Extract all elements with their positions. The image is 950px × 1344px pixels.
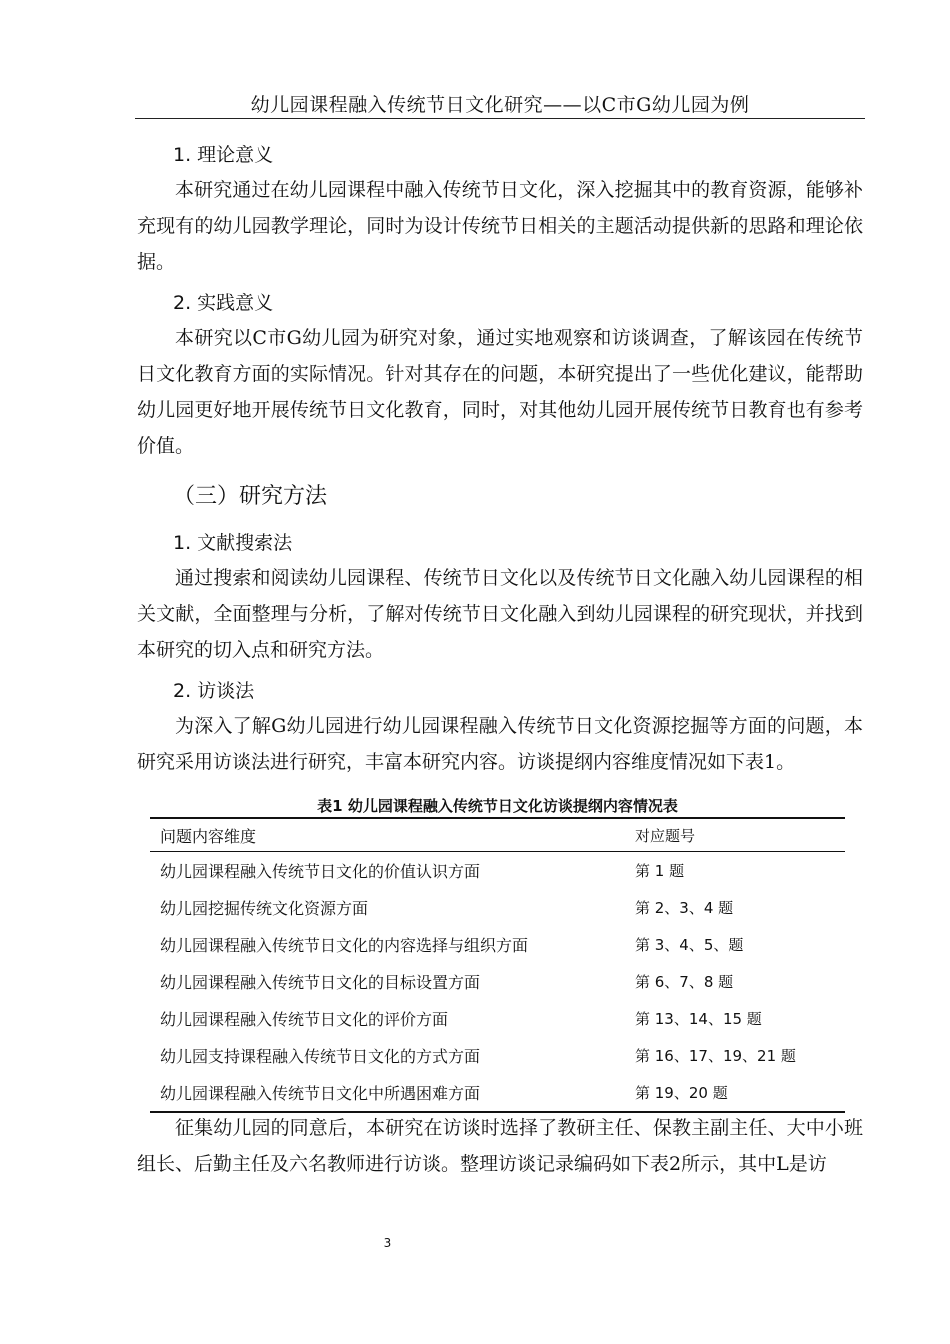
row-dimension: 幼儿园课程融入传统节日文化的内容选择与组织方面: [160, 936, 529, 955]
section-practice-title: 2. 实践意义: [173, 292, 274, 314]
section-lit-text: 通过搜索和阅读幼儿园课程、传统节日文化以及传统节日文化融入幼儿园课程的相关文献，全面整理与分析，了解对传统节日文化融入到幼儿园课程的研究现状，并找到本研究的切入点和研究方法。: [137, 567, 863, 661]
after-table-content: [137, 1110, 863, 1182]
header-rule: [135, 118, 865, 119]
after-table-text: 征集幼儿园的同意后，本研究在访谈时选择了教研主任、保教主副主任、大中小班组长、后勤主任及六名教师进行访谈。整理访谈记录编码如下表2所示，其中L是访: [137, 1117, 863, 1175]
row-dimension: 幼儿园课程融入传统节日文化的评价方面: [160, 1010, 449, 1029]
row-dimension: 幼儿园课程融入传统节日文化的价值认识方面: [160, 862, 481, 881]
row-dimension: 幼儿园支持课程融入传统节日文化的方式方面: [160, 1047, 481, 1066]
row-dimension: 幼儿园课程融入传统节日文化的目标设置方面: [160, 973, 481, 992]
row-question-no: 第 19、20 题: [635, 1084, 728, 1102]
page-number: 3: [383, 1236, 392, 1250]
section-theory-title: 1. 理论意义: [173, 144, 274, 166]
table-row: [150, 1000, 845, 1037]
running-header: 幼儿园课程融入传统节日文化研究——以C市G幼儿园为例: [250, 94, 750, 116]
section-lit-title: 1. 文献搜索法: [173, 532, 293, 554]
section-practice-text: 本研究以C市G幼儿园为研究对象，通过实地观察和访谈调查，了解该园在传统节日文化教育方面的实际情况。针对其存在的问题，本研究提出了一些优化建议，能帮助幼儿园更好地开展传统节日文化教育，同时，对其他幼儿园开展传统节日教育也有参考价值。: [137, 327, 863, 457]
row-dimension: 幼儿园挖掘传统文化资源方面: [160, 899, 369, 918]
row-dimension: 幼儿园课程融入传统节日文化中所遇困难方面: [160, 1084, 481, 1103]
main-content: [137, 138, 863, 780]
table-row: [150, 963, 845, 1000]
table-header-row: [150, 818, 845, 852]
row-question-no: 第 1 题: [635, 862, 685, 880]
section-theory-text: 本研究通过在幼儿园课程中融入传统节日文化，深入挖掘其中的教育资源，能够补充现有的幼儿园教学理论，同时为设计传统节日相关的主题活动提供新的思路和理论依据。: [137, 179, 863, 273]
interview-table: [150, 795, 845, 1113]
row-question-no: 第 2、3、4 题: [635, 899, 734, 917]
method-heading: （三）研究方法: [173, 484, 328, 509]
table-row: [150, 889, 845, 926]
table-caption: 表1 幼儿园课程融入传统节日文化访谈提纲内容情况表: [317, 797, 678, 815]
section-interview-text: 为深入了解G幼儿园进行幼儿园课程融入传统节日文化资源挖掘等方面的问题，本研究采用访谈法进行研究，丰富本研究内容。访谈提纲内容维度情况如下表1。: [137, 715, 863, 773]
row-question-no: 第 13、14、15 题: [635, 1010, 762, 1028]
header-dimension: 问题内容维度: [160, 826, 257, 846]
table-row: [150, 852, 845, 890]
table-row: [150, 926, 845, 963]
table-row: [150, 1074, 845, 1112]
row-question-no: 第 6、7、8 题: [635, 973, 734, 991]
outline-table: [150, 817, 845, 1113]
row-question-no: 第 3、4、5、题: [635, 936, 744, 954]
row-question-no: 第 16、17、19、21 题: [635, 1047, 796, 1065]
table-row: [150, 1037, 845, 1074]
section-interview-title: 2. 访谈法: [173, 680, 255, 702]
header-question-no: 对应题号: [635, 826, 696, 845]
